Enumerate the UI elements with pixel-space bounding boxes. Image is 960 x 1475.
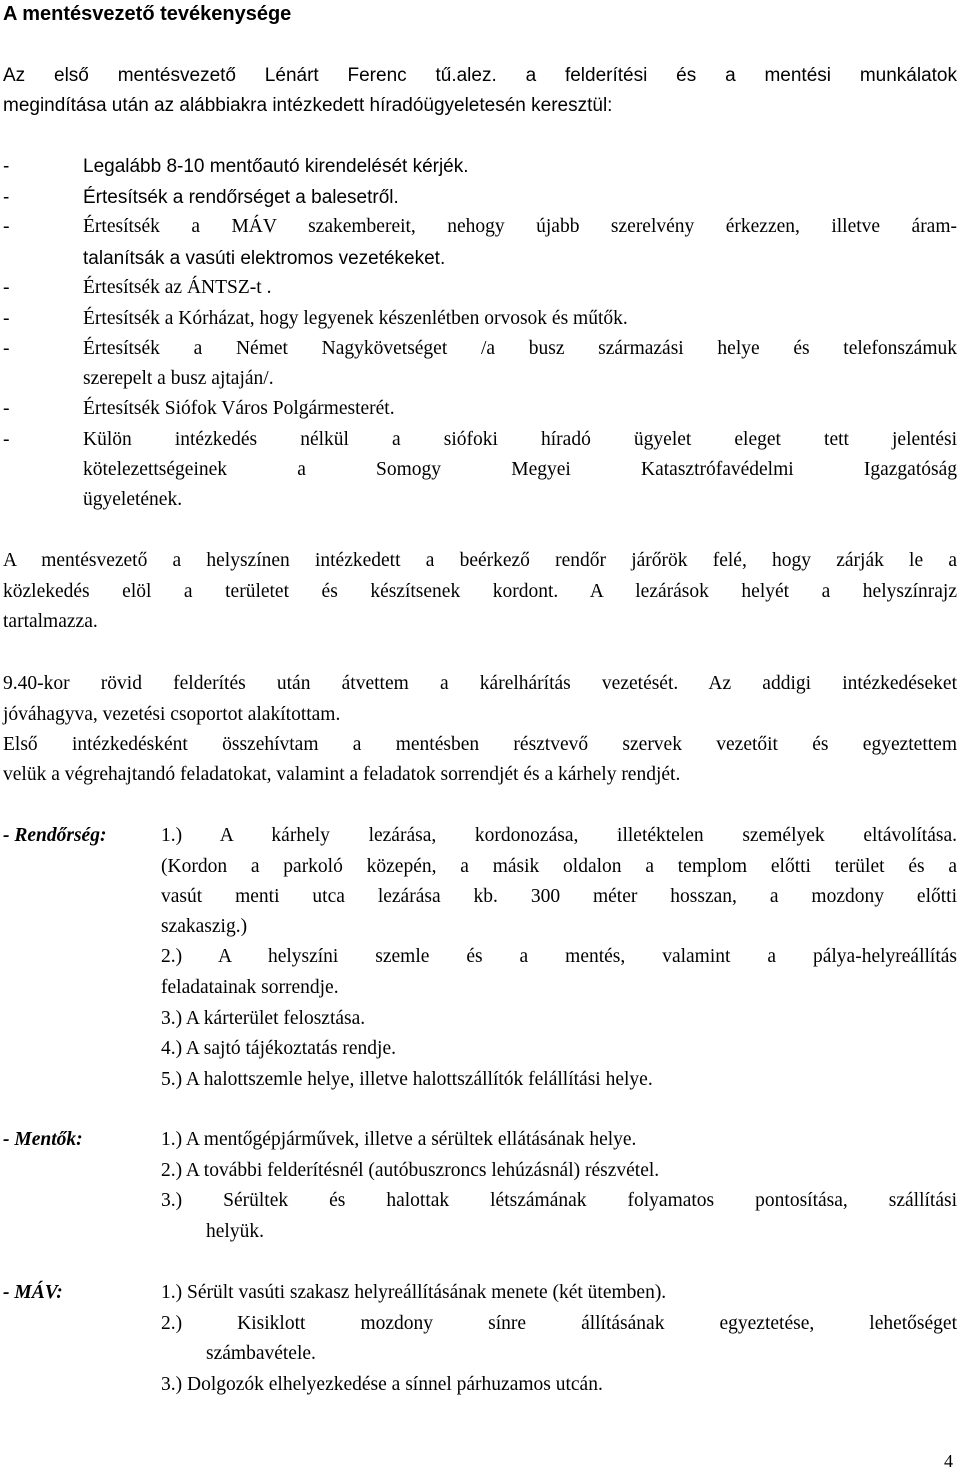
bullet-radio-line-3: ügyeletének. bbox=[83, 489, 183, 510]
bullet-dash: - bbox=[3, 429, 10, 450]
ambulance-item-3-cont: helyük. bbox=[206, 1221, 264, 1242]
bullet-mav-line-1: Értesítsék a MÁV szakembereit, nehogy újabb szerelvény érkezzen, illetve áram- bbox=[83, 216, 957, 237]
bullet-police: Értesítsék a rendőrséget a balesetről. bbox=[83, 187, 399, 208]
mav-item-2: 2.) Kisiklott mozdony sínre állításának egyeztetése, lehetőséget bbox=[161, 1313, 957, 1334]
ambulance-item-3: 3.) Sérültek és halottak létszámának folyamatos pontosítása, szállítási bbox=[161, 1190, 957, 1211]
mav-item-1: 1.) Sérült vasúti szakasz helyreállításának menete (két ütemben). bbox=[161, 1282, 667, 1303]
para2-line-1: 9.40-kor rövid felderítés után átvettem a kárelhárítás vezetését. Az addigi intézkedéseket bbox=[3, 673, 957, 694]
bullet-antsz: Értesítsék az ÁNTSZ-t . bbox=[83, 277, 272, 298]
bullet-dash: - bbox=[3, 156, 10, 177]
page-number: 4 bbox=[944, 1451, 953, 1471]
bullet-radio-line-1: Külön intézkedés nélkül a siófoki híradó ügyelet eleget tett jelentési bbox=[83, 429, 957, 450]
bullet-dash: - bbox=[3, 338, 10, 359]
police-item-1-cont-2: vasút menti utca lezárása kb. 300 méter hosszan, a mozdony előtti bbox=[161, 886, 957, 907]
ambulance-item-1: 1.) A mentőgépjárművek, illetve a sérültek ellátásának helye. bbox=[161, 1129, 637, 1150]
bullet-hospital: Értesítsék a Kórházat, hogy legyenek készenlétben orvosok és műtők. bbox=[83, 308, 628, 329]
bullet-dash: - bbox=[3, 216, 10, 237]
para1-line-3: tartalmazza. bbox=[3, 611, 98, 632]
bullet-embassy-line-2: szerepelt a busz ajtaján/. bbox=[83, 368, 274, 389]
mav-label: - MÁV: bbox=[3, 1282, 63, 1303]
bullet-dash: - bbox=[3, 187, 10, 208]
police-item-1-cont-3: szakaszig.) bbox=[161, 916, 248, 937]
para1-line-2: közlekedés elöl a területet és készítsenek kordont. A lezárások helyét a helyszínrajz bbox=[3, 581, 957, 602]
bullet-radio-line-2: kötelezettségeinek a Somogy Megyei Katasztrófavédelmi Igazgatóság bbox=[83, 459, 957, 480]
mav-item-3: 3.) Dolgozók elhelyezkedése a sínnel párhuzamos utcán. bbox=[161, 1374, 603, 1395]
police-item-3: 3.) A kárterület felosztása. bbox=[161, 1008, 366, 1029]
police-item-2: 2.) A helyszíni szemle és a mentés, valamint a pálya-helyreállítás bbox=[161, 946, 957, 967]
police-item-1-cont-1: (Kordon a parkoló közepén, a másik oldalon a templom előtti terület és a bbox=[161, 856, 957, 877]
page-title: A mentésvezető tevékenysége bbox=[3, 3, 292, 25]
ambulance-label: - Mentők: bbox=[3, 1129, 83, 1150]
intro-line-2: megindítása után az alábbiakra intézkedett híradóügyeletesén keresztül: bbox=[3, 95, 613, 116]
ambulance-item-2: 2.) A további felderítésnél (autóbuszroncs lehúzásnál) részvétel. bbox=[161, 1160, 660, 1181]
para2-line-3: Első intézkedésként összehívtam a mentésben résztvevő szervek vezetőit és egyeztettem bbox=[3, 734, 957, 755]
police-label: - Rendőrség: bbox=[3, 825, 107, 846]
bullet-mayor: Értesítsék Siófok Város Polgármesterét. bbox=[83, 398, 395, 419]
police-item-1: 1.) A kárhely lezárása, kordonozása, illetéktelen személyek eltávolítása. bbox=[161, 825, 957, 846]
mav-item-2-cont: számbavétele. bbox=[206, 1343, 316, 1364]
bullet-dash: - bbox=[3, 398, 10, 419]
bullet-dash: - bbox=[3, 308, 10, 329]
bullet-ambulances: Legalább 8-10 mentőautó kirendelését kérjék. bbox=[83, 156, 469, 177]
bullet-embassy-line-1: Értesítsék a Német Nagykövetséget /a busz származási helye és telefonszámuk bbox=[83, 338, 957, 359]
police-item-5: 5.) A halottszemle helye, illetve halottszállítók felállítási helye. bbox=[161, 1069, 653, 1090]
para1-line-1: A mentésvezető a helyszínen intézkedett a beérkező rendőr járőrök felé, hogy zárják le a bbox=[3, 550, 957, 571]
para2-line-2: jóváhagyva, vezetési csoportot alakítottam. bbox=[3, 704, 341, 725]
bullet-dash: - bbox=[3, 277, 10, 298]
bullet-mav-line-2: talanítsák a vasúti elektromos vezetékeket. bbox=[83, 248, 446, 269]
para2-line-4: velük a végrehajtandó feladatokat, valamint a feladatok sorrendjét és a kárhely rendjét. bbox=[3, 764, 681, 785]
intro-line-1: Az első mentésvezető Lénárt Ferenc tű.alez. a felderítési és a mentési munkálatok bbox=[3, 65, 957, 86]
police-item-4: 4.) A sajtó tájékoztatás rendje. bbox=[161, 1038, 397, 1059]
police-item-2-cont: feladatainak sorrendje. bbox=[161, 977, 339, 998]
